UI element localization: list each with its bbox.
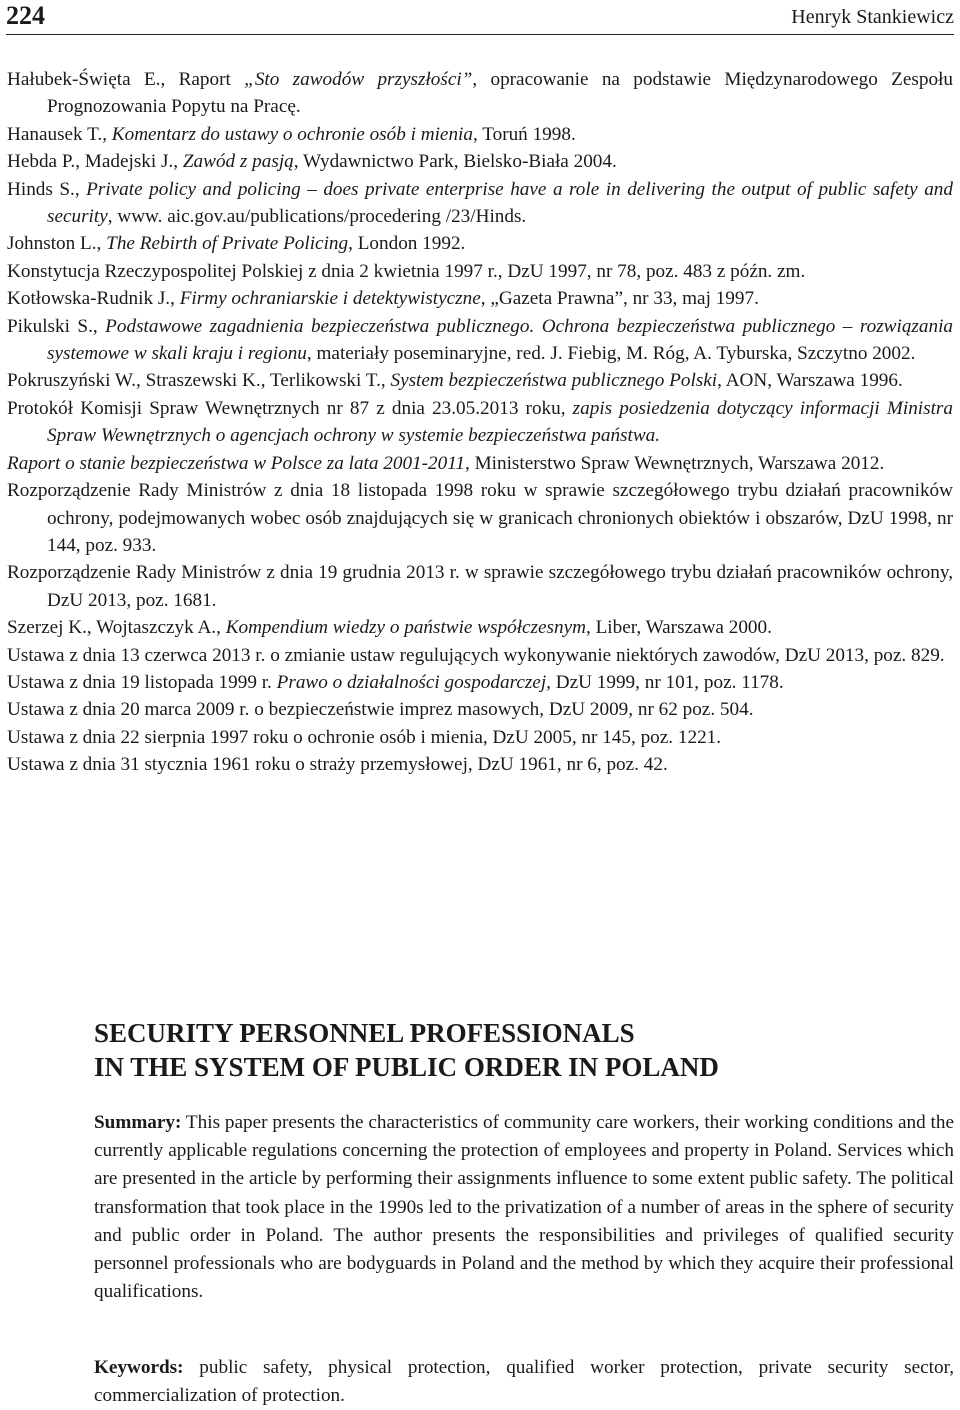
bibliography-entry [7, 367, 953, 394]
entry-text: , materiały poseminaryjne, red. J. Fiebig, M. Róg, A. Tyburska, Szczytno 2002. [306, 343, 916, 365]
entry-text: Konstytucja Rzeczypospolitej Polskiej z dnia 2 kwietnia 1997 r., DzU 1997, nr 78, poz. 483 z późn. zm. [7, 260, 806, 282]
entry-title-italic: System bezpieczeństwa publicznego Polski [390, 370, 718, 392]
bibliography-entry [7, 559, 953, 614]
entry-text: Protokół Komisji Spraw Wewnętrznych nr 87 z dnia 23.05.2013 roku, [7, 397, 573, 419]
entry-title-italic: Podstawowe zagadnienia bezpieczeństwa publicznego. Ochrona bezpieczeństwa publicznego – rozwiązania systemowe w skali kraju i regionu [47, 315, 953, 365]
entry-text: Szerzej K., Wojtaszczyk A., [7, 617, 226, 639]
entry-title-italic: The Rebirth of Private Policing [106, 233, 349, 255]
entry-text: Pokruszyński W., Straszewski K., Terlikowski T., [7, 370, 391, 392]
bibliography-entry [7, 450, 953, 477]
bibliography-entry [7, 285, 953, 312]
entry-title-italic: Zawód z pasją [182, 151, 294, 173]
bibliography-entry [7, 696, 953, 723]
entry-text: Rozporządzenie Rady Ministrów z dnia 19 grudnia 2013 r. w sprawie szczegółowego trybu działań pracowników ochrony, DzU 2013, poz. 1681. [7, 562, 953, 611]
entry-text: , „Gazeta Prawna”, nr 33, maj 1997. [480, 288, 759, 310]
page-header [6, 0, 954, 35]
keywords-paragraph [94, 1354, 954, 1410]
entry-text: , Liber, Warszawa 2000. [585, 617, 772, 639]
entry-text: Ustawa z dnia 22 sierpnia 1997 roku o ochronie osób i mienia, DzU 2005, nr 145, poz. 1221. [7, 726, 722, 748]
entry-text: Johnston L., [7, 233, 107, 255]
entry-text: , Wydawnictwo Park, Bielsko-Biała 2004. [293, 151, 617, 173]
entry-text: , www. aic.gov.au/publications/procedering /23/Hinds. [107, 206, 527, 228]
summary-text: This paper presents the characteristics of community care workers, their working conditions and the currently applicable regulations concerning the protection of employees and property in Poland. Services which are presented in the article by performing their assignments influence to some extent public safety. The political transformation that took place in the 1990s led to the privatization of a number of areas in the sphere of security and public order in Poland. The author presents the responsibilities and privileges of qualified security personnel professionals who are bodyguards in Poland and the method by which they acquire their professional qualifications. [94, 1112, 954, 1303]
english-title-line-1: SECURITY PERSONNEL PROFESSIONALS [94, 1018, 635, 1048]
summary-paragraph [94, 1109, 954, 1306]
bibliography-entry [7, 724, 953, 751]
entry-text: Rozporządzenie Rady Ministrów z dnia 18 listopada 1998 roku w sprawie szczegółowego trybu działań pracowników ochrony, podejmowanych wobec osób znajdujących się w granicach chronionych obiektów i obszarów, DzU 1998, nr 144, poz. 933. [7, 480, 953, 556]
entry-text: Kotłowska-Rudnik J., [7, 288, 180, 310]
bibliography-entry [7, 66, 953, 121]
bibliography-entry [7, 176, 953, 231]
keywords-label: Keywords: [94, 1357, 184, 1378]
bibliography-entry [7, 477, 953, 559]
bibliography-entry [7, 395, 953, 450]
keywords-text: public safety, physical protection, qualified worker protection, private security sector, commercialization of protection. [94, 1357, 954, 1407]
bibliography-entry [7, 121, 953, 148]
entry-text: , Ministerstwo Spraw Wewnętrznych, Warszawa 2012. [464, 452, 885, 474]
entry-text: Hanausek T., [7, 123, 112, 145]
page-number: 224 [6, 1, 45, 30]
entry-title-italic: Private policy and policing – does private enterprise have a role in delivering the output of public safety and security [47, 178, 953, 228]
bibliography-entry [7, 642, 953, 669]
entry-title-italic: Prawo o działalności gospodarczej, [276, 671, 551, 693]
bibliography-entry [7, 614, 953, 641]
entry-title-italic: Firmy ochraniarskie i detektywistyczne [179, 288, 481, 310]
bibliography-entry [7, 230, 953, 257]
entry-title-italic: Kompendium wiedzy o państwie współczesnym [225, 617, 586, 639]
bibliography-entry [7, 751, 953, 778]
entry-title-italic: „Sto zawodów przyszłości” [244, 69, 473, 90]
entry-text: Ustawa z dnia 19 listopada 1999 r. [7, 671, 277, 693]
english-title-line-2: IN THE SYSTEM OF PUBLIC ORDER IN POLAND [94, 1052, 719, 1082]
entry-text: , AON, Warszawa 1996. [717, 370, 903, 392]
bibliography-list [7, 66, 953, 779]
entry-text: Hałubek-Święta E., Raport [7, 69, 245, 90]
entry-title-italic: zapis posiedzenia dotyczący informacji Ministra Spraw Wewnętrznych o agencjach ochrony w systemie bezpieczeństwa państwa. [47, 397, 953, 447]
bibliography-entry [7, 313, 953, 368]
entry-text: DzU 1999, nr 101, poz. 1178. [550, 671, 784, 693]
entry-text: Ustawa z dnia 13 czerwca 2013 r. o zmianie ustaw regulujących wykonywanie niektórych zawodów, DzU 2013, poz. 829. [7, 644, 945, 666]
entry-text: Hebda P., Madejski J., [7, 151, 183, 173]
entry-title-italic: Raport o stanie bezpieczeństwa w Polsce za lata 2001-2011 [7, 452, 465, 474]
summary-label: Summary: [94, 1112, 182, 1133]
entry-text: Ustawa z dnia 31 stycznia 1961 roku o straży przemysłowej, DzU 1961, nr 6, poz. 42. [7, 754, 668, 776]
bibliography-entry [7, 258, 953, 285]
entry-text: Ustawa z dnia 20 marca 2009 r. o bezpieczeństwie imprez masowych, DzU 2009, nr 62 poz. 504. [7, 699, 754, 721]
entry-text: , Toruń 1998. [472, 123, 576, 145]
english-title [94, 1016, 954, 1084]
entry-title-italic: Komentarz do ustawy o ochronie osób i mienia [111, 123, 473, 145]
bibliography-entry [7, 148, 953, 175]
running-head-author: Henryk Stankiewicz [791, 6, 954, 28]
entry-text: Pikulski S., [7, 315, 106, 337]
entry-text: Hinds S., [7, 178, 87, 200]
entry-text: , London 1992. [348, 233, 466, 255]
entry-text: , opracowanie na podstawie Międzynarodowego Zespołu Prognozowania Popytu na Pracę. [47, 69, 954, 118]
bibliography-entry [7, 669, 953, 696]
